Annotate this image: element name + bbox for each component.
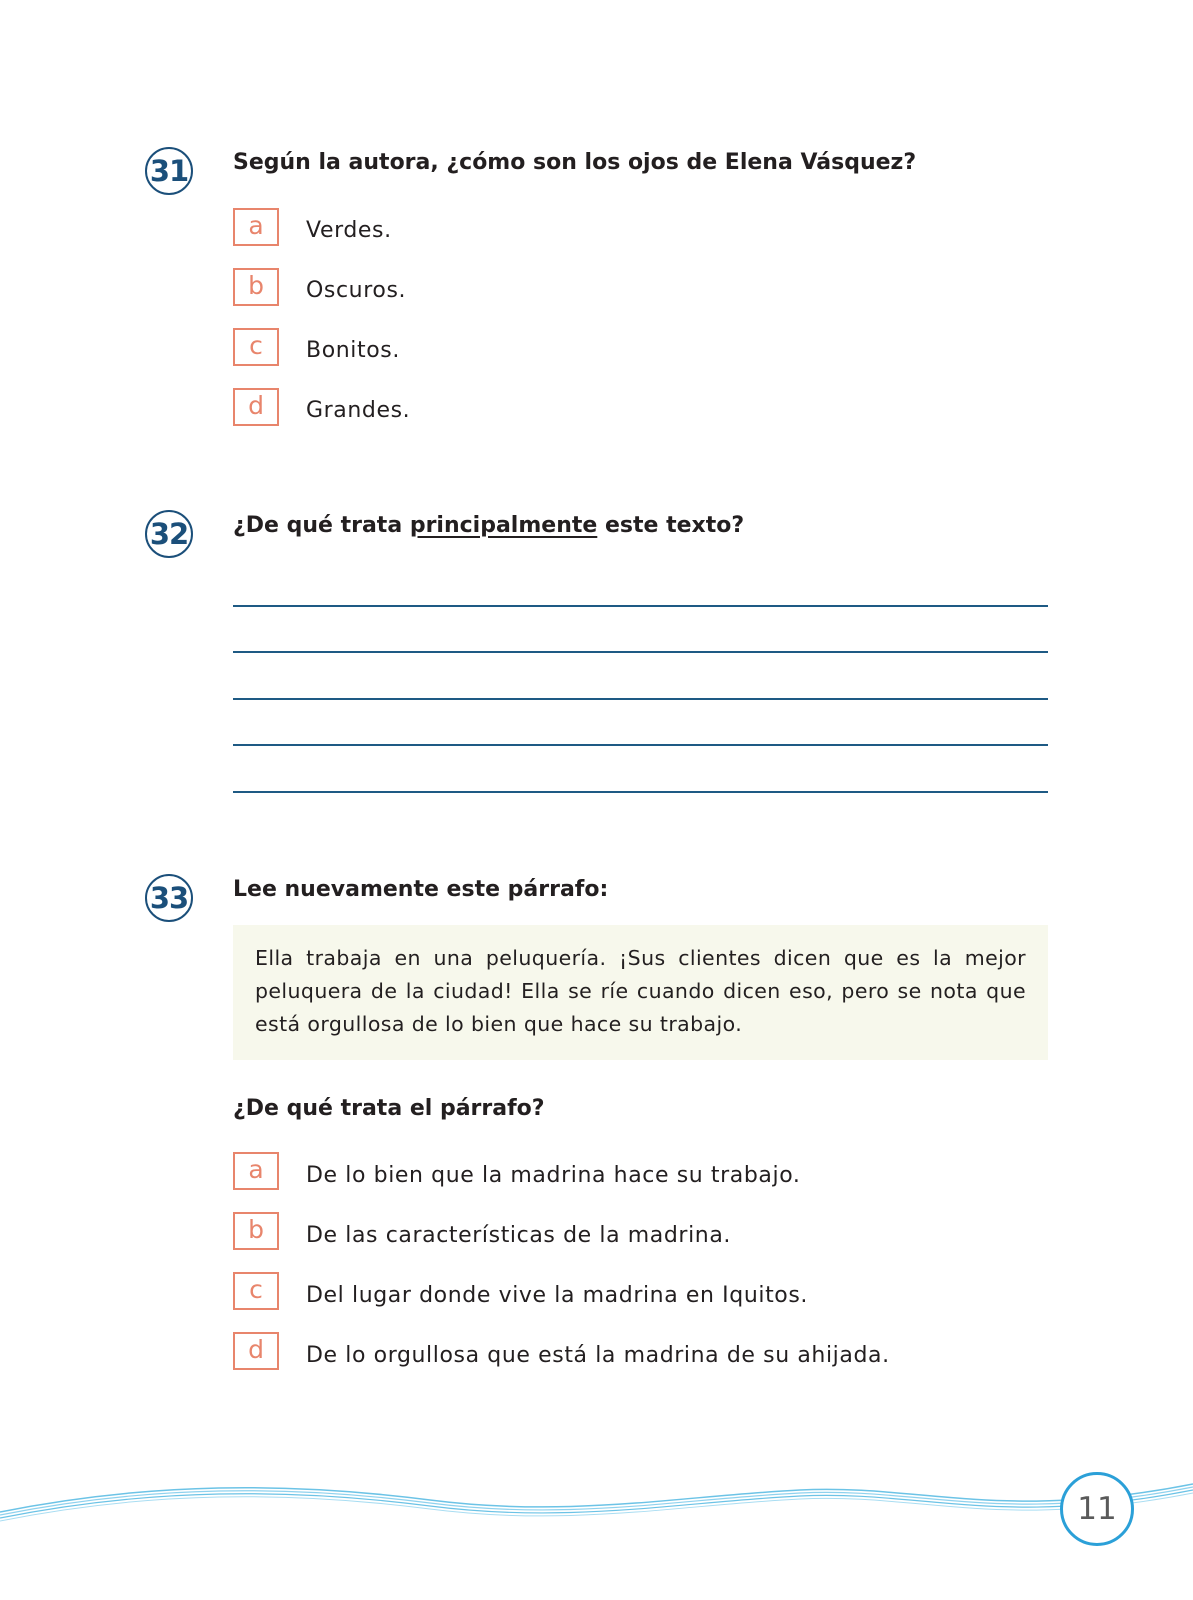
answer-line-1[interactable] (233, 605, 1048, 607)
answer-line-2[interactable] (233, 651, 1048, 653)
answer-line-3[interactable] (233, 698, 1048, 700)
question-33-instruction: Lee nuevamente este párrafo: (233, 877, 609, 902)
option-33-d-box[interactable]: d (233, 1332, 279, 1370)
option-33-a-text: De lo bien que la madrina hace su trabajo. (306, 1163, 801, 1188)
answer-line-4[interactable] (233, 744, 1048, 746)
question-33-text: ¿De qué trata el párrafo? (233, 1096, 545, 1121)
option-31-d-box[interactable]: d (233, 388, 279, 426)
question-32-text-start: ¿De qué trata (233, 513, 410, 538)
option-31-c-text: Bonitos. (306, 338, 400, 363)
option-33-b-text: De las características de la madrina. (306, 1223, 731, 1248)
option-33-a-box[interactable]: a (233, 1152, 279, 1190)
question-number-32: 32 (145, 510, 193, 558)
option-31-c-box[interactable]: c (233, 328, 279, 366)
question-31-text: Según la autora, ¿cómo son los ojos de Elena Vásquez? (233, 150, 917, 175)
option-31-a-box[interactable]: a (233, 208, 279, 246)
page-number: 11 (1060, 1472, 1134, 1546)
option-33-c-box[interactable]: c (233, 1272, 279, 1310)
question-32-text-end: este texto? (597, 513, 745, 538)
footer-wave-decoration (0, 1460, 1193, 1540)
option-33-c-text: Del lugar donde vive la madrina en Iquitos. (306, 1283, 809, 1308)
option-31-b-box[interactable]: b (233, 268, 279, 306)
option-31-d-text: Grandes. (306, 398, 411, 423)
question-32-text (233, 513, 744, 538)
passage-box: Ella trabaja en una peluquería. ¡Sus clientes dicen que es la mejor peluquera de la ciudad! Ella se ríe cuando dicen eso, pero se nota que está orgullosa de lo bien que hace su trabajo. (233, 925, 1048, 1060)
option-31-a-text: Verdes. (306, 218, 392, 243)
option-31-b-text: Oscuros. (306, 278, 407, 303)
question-number-33: 33 (145, 874, 193, 922)
option-33-d-text: De lo orgullosa que está la madrina de su ahijada. (306, 1343, 890, 1368)
option-33-b-box[interactable]: b (233, 1212, 279, 1250)
question-32-underlined-word: principalmente (409, 513, 598, 538)
question-number-31: 31 (145, 147, 193, 195)
answer-line-5[interactable] (233, 791, 1048, 793)
